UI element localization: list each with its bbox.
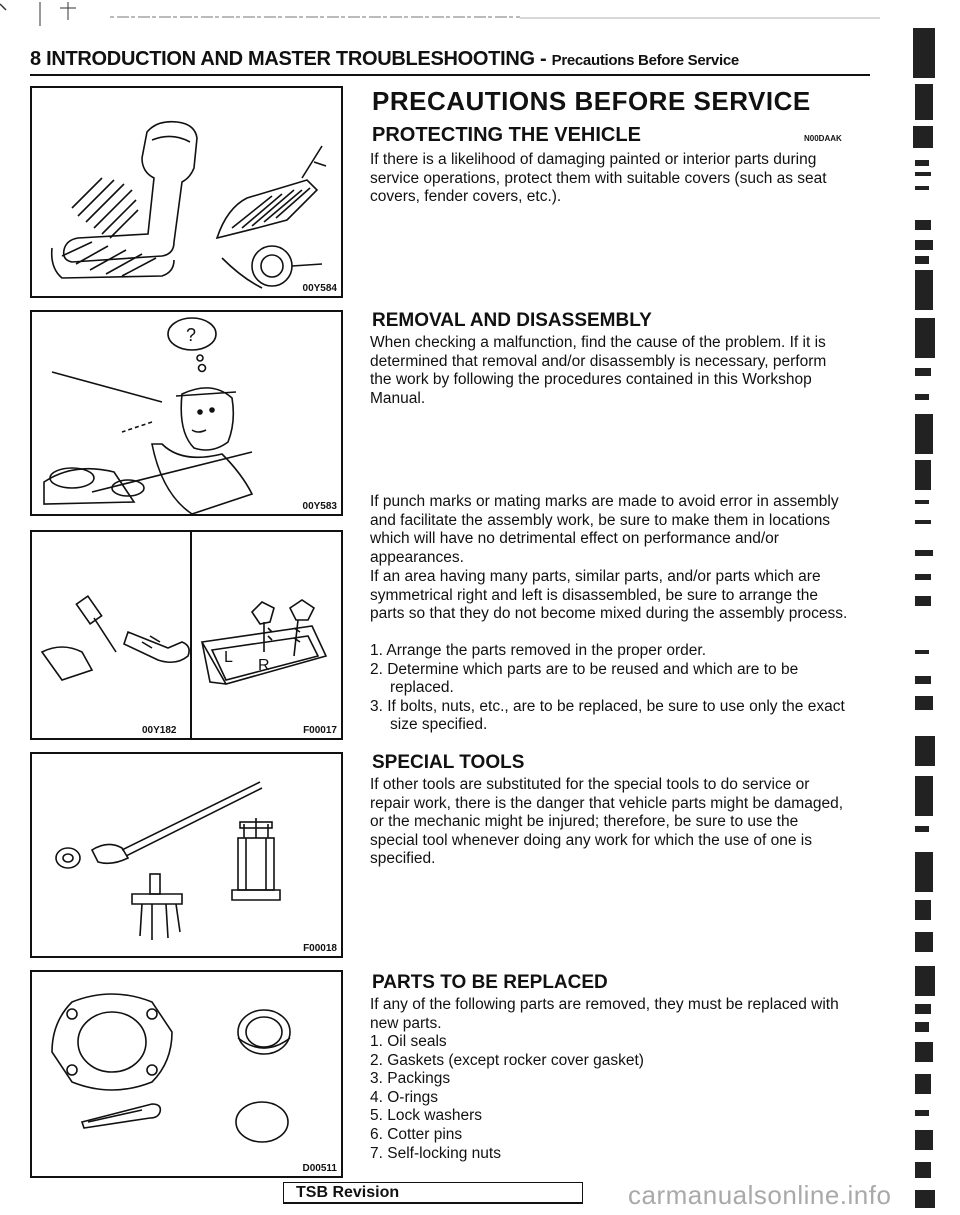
figure-code: 00Y583 [302,501,337,512]
figure-punch-and-tray [30,530,343,740]
figure-code: D00511 [302,1163,337,1174]
watermark: carmanualsonline.info [628,1180,892,1210]
protecting-body: If there is a likelihood of damaging painted or interior parts during service operations, protect them with suitable covers (such as seat covers, fender covers, etc.). [370,151,827,206]
heading-removal-disassembly: REMOVAL AND DISASSEMBLY [372,310,652,331]
list-item: 5. Lock washers [370,1107,482,1125]
figure-mechanic-thinking [30,310,343,516]
list-item: 2. Determine which parts are to be reused and which are to be replaced. [370,660,799,697]
list-item: 6. Cotter pins [370,1125,463,1143]
header-rule [30,74,870,76]
scan-noise-top [0,0,900,30]
tsb-revision-box: TSB Revision [283,1182,583,1204]
main-title: PRECAUTIONS BEFORE SERVICE [372,86,811,116]
svg-text:?: ? [186,325,197,345]
tray-label-right: R [258,657,270,674]
list-item: 1. Arrange the parts removed in the proper order. [370,642,707,659]
tray-label-left: L [224,649,233,666]
figure-code: 00Y584 [302,283,337,294]
figure-code: 00Y182 [142,725,177,736]
header-title: 8 INTRODUCTION AND MASTER TROUBLESHOOTING [30,48,535,70]
heading-special-tools: SPECIAL TOOLS [372,752,525,773]
figure-code: F00017 [303,725,337,736]
removal-body-3: If an area having many parts, similar parts, and/or parts which are symmetrical right and left is disassembled, be sure to arrange the parts so that they do not become mixed during the assembly process. [370,568,848,623]
list-item: 1. Oil seals [370,1033,447,1050]
list-item: 4. O-rings [370,1088,439,1106]
tools-body: If other tools are substituted for the special tools to do service or repair work, there is the danger that vehicle parts might be damaged, or the mechanic might be injured; therefore, be sure to use the special tool whenever doing any work for which the use of one is specified. [370,776,844,868]
figure-code: F00018 [303,943,337,954]
figure-replacement-parts [30,970,343,1178]
replacement-parts-illustration [32,972,341,1176]
list-item: 2. Gaskets (except rocker cover gasket) [370,1051,644,1069]
page-header [30,48,865,71]
removal-steps [370,642,850,735]
figure-special-tools [30,752,343,958]
list-item: 7. Self-locking nuts [370,1144,501,1162]
header-separator: - [534,48,552,70]
header-subtitle: Precautions Before Service [551,52,739,69]
heading-protecting-vehicle: PROTECTING THE VEHICLE [372,124,641,146]
parts-body: If any of the following parts are removed, they must be replaced with new parts. [370,996,839,1032]
parts-list [370,1033,850,1163]
removal-body-2: If punch marks or mating marks are made to avoid error in assembly and facilitate the assembly work, be sure to make them in locations which will have no detrimental effect on performance and/or appearances. [370,493,839,566]
special-tools-illustration [32,754,341,956]
scan-edge-artifacts [905,0,960,1215]
punch-tray-illustration [32,532,341,738]
heading-parts-replaced: PARTS TO BE REPLACED [372,972,608,993]
mechanic-illustration [32,312,341,514]
figure-seat-fender-covers [30,86,343,298]
seat-cover-illustration [32,88,341,296]
removal-body-1: When checking a malfunction, find the cause of the problem. If it is determined that removal and/or disassembly is necessary, perform the work by following the procedures contained in this Workshop Manual. [370,334,827,407]
list-item: 3. Packings [370,1070,451,1088]
section-code: N00DAAK [804,134,842,143]
list-item: 3. If bolts, nuts, etc., are to be replaced, be sure to use only the exact size specified. [370,697,845,734]
